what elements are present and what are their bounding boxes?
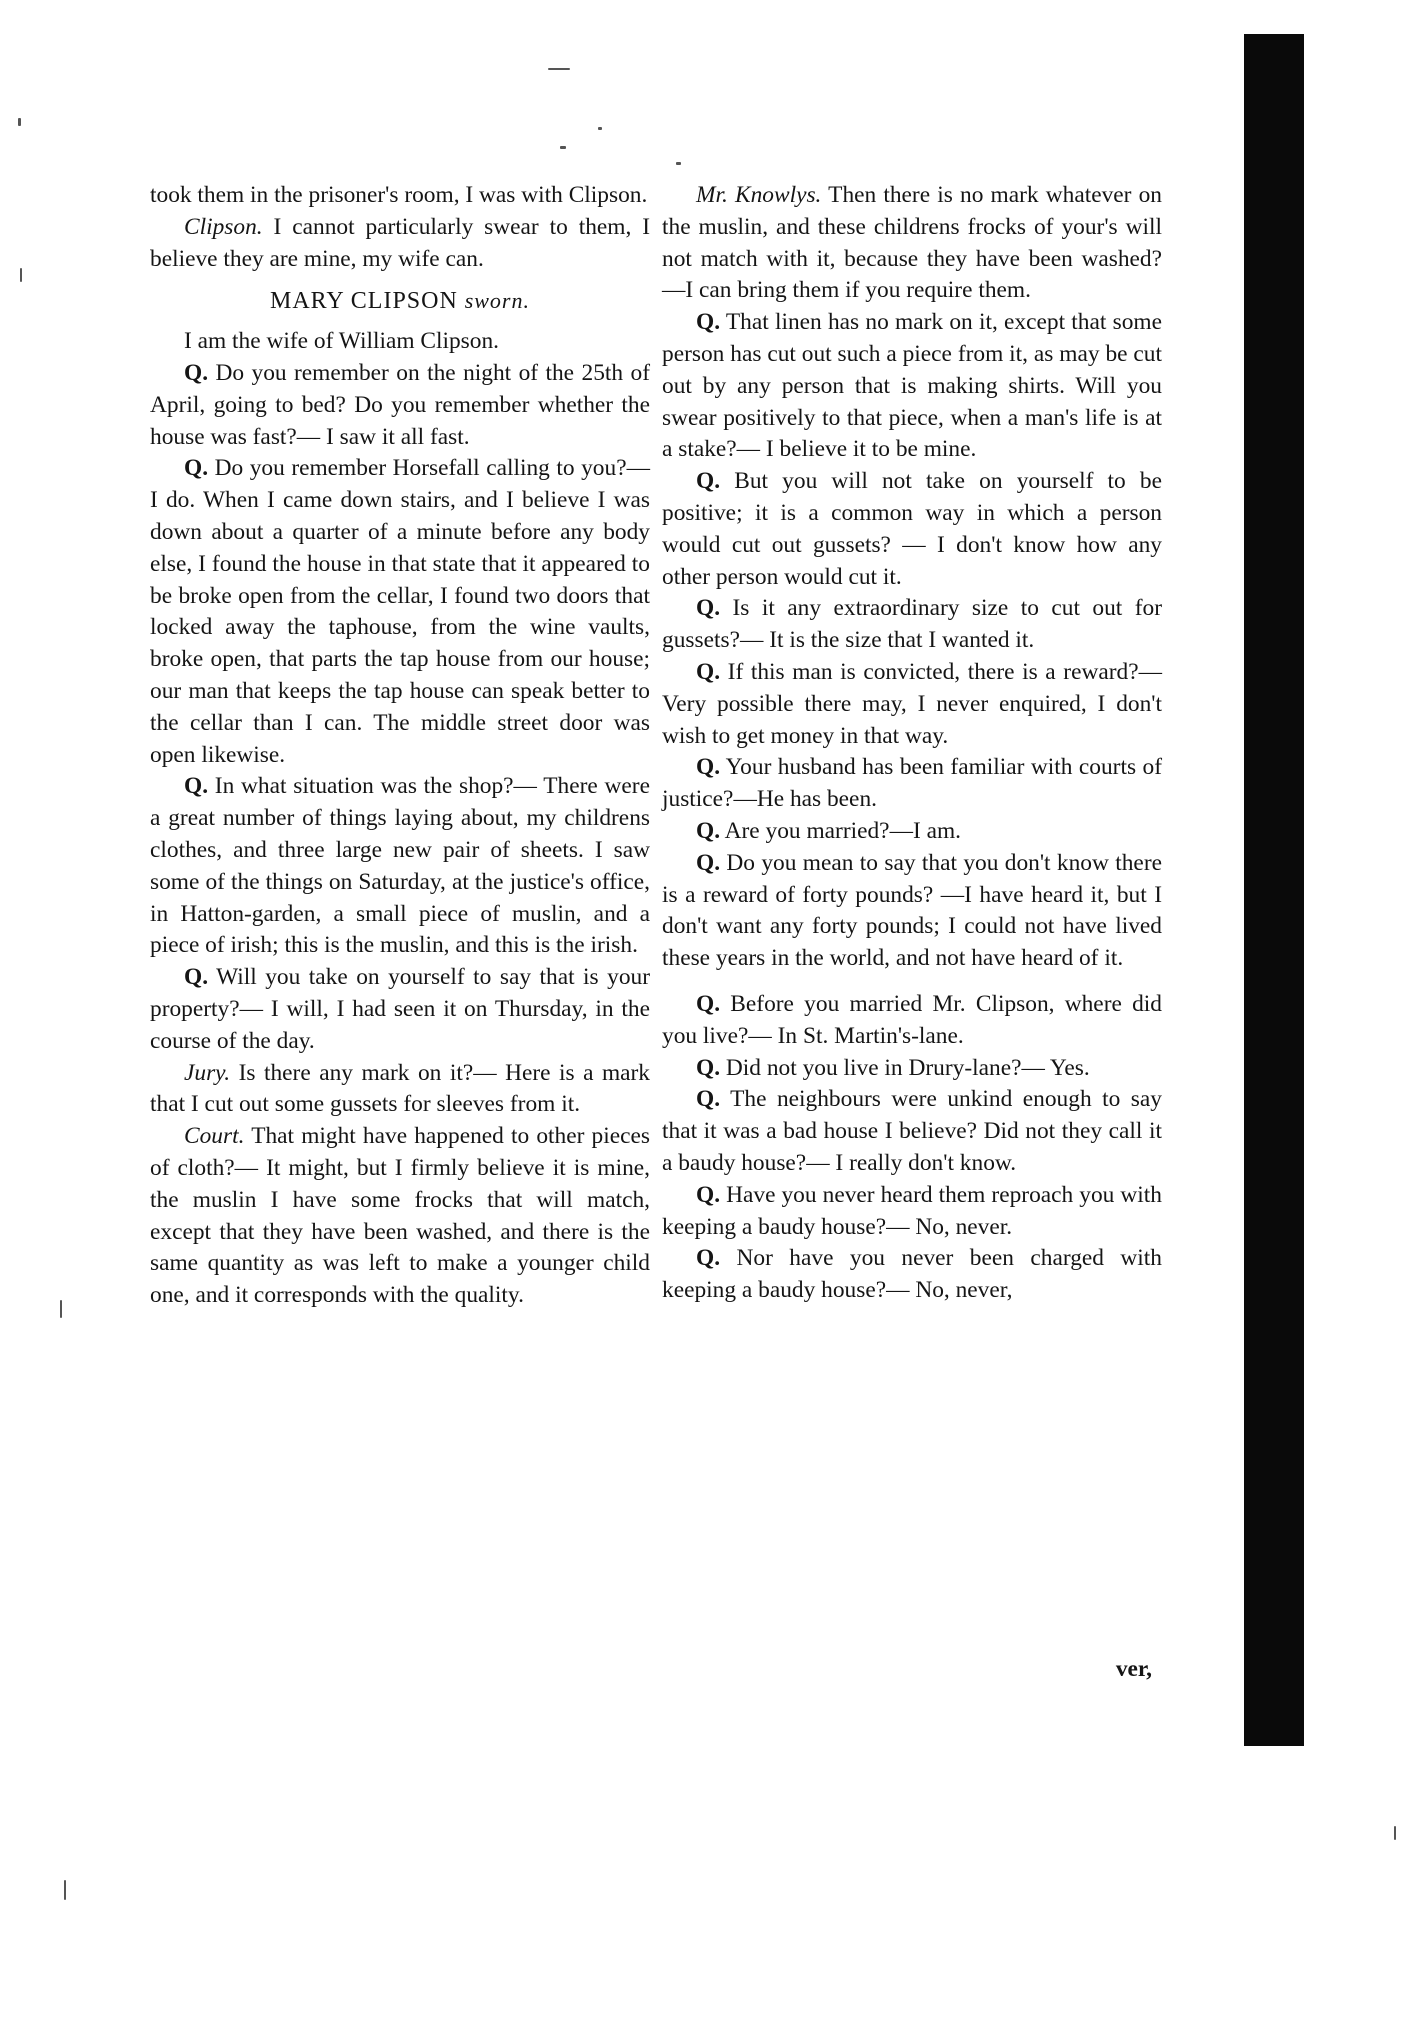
question-marker: Q. — [696, 468, 721, 495]
question-marker: Q. — [696, 1054, 721, 1081]
question-marker: Q. — [696, 1181, 721, 1208]
question-marker: Q. — [696, 595, 721, 622]
question-paragraph: Q. Is it any extraordinary size to cut out for gussets?— It is the size that I wanted it. — [662, 595, 1162, 654]
question-marker: Q. — [696, 990, 721, 1017]
question-paragraph: Q. The neighbours were unkind enough to say that it was a bad house I believe? Did not they call it a baudy house?— I really don't know. — [662, 1086, 1162, 1176]
question-paragraph: Q. Your husband has been familiar with courts of justice?—He has been. — [662, 754, 1162, 813]
question-marker: Q. — [696, 1086, 721, 1113]
print-speck — [60, 1300, 62, 1318]
question-marker: Q. — [696, 754, 721, 781]
print-speck — [598, 127, 602, 130]
text-paragraph: took them in the prisoner's room, I was with Clipson. — [150, 182, 648, 208]
question-marker: Q. — [696, 658, 721, 685]
question-paragraph: Q. That linen has no mark on it, except that some person has cut out such a piece from it, as may be cut out by any person that is making shirts. Will you swear positively to that piece, when a man's life is at a stake?— I believe it to be mine. — [662, 309, 1162, 463]
question-paragraph: Q. Before you married Mr. Clipson, where did you live?— In St. Martin's-lane. — [662, 990, 1162, 1049]
question-paragraph: Q. If this man is convicted, there is a reward?—Very possible there may, I never enquired, I don't wish to get money in that way. — [662, 658, 1163, 749]
question-paragraph: Q. Have you never heard them reproach you with keeping a baudy house?— No, never. — [662, 1181, 1162, 1240]
print-speck — [18, 118, 21, 126]
question-paragraph: Q. But you will not take on yourself to be positive; it is a common way in which a person would cut out gussets? — I don't know how any other person would cut it. — [662, 468, 1162, 590]
question-marker: Q. — [696, 1245, 721, 1272]
witness-heading — [150, 285, 650, 318]
question-paragraph: Q. Do you remember on the night of the 25th of April, going to bed? Do you remember whether the house was fast?— I saw it all fast. — [150, 359, 650, 450]
print-speck — [560, 146, 566, 149]
catchword: ver, — [1115, 1656, 1152, 1682]
question-paragraph: Q. In what situation was the shop?— There were a great number of things laying about, my childrens clothes, and three large new pair of sheets. I saw some of the things on Saturday, at the justice's office, in Hatton-garden, a small piece of muslin, and a piece of irish; this is the muslin, and this is the irish. — [150, 773, 650, 959]
testimony-paragraph: Mr. Knowlys. Then there is no mark whatever on the muslin, and these childrens frocks of your's will not match with it, because they have been washed? —I can bring them if you require them. — [662, 182, 1162, 304]
question-paragraph: Q. Will you take on yourself to say that is your property?— I will, I had seen it on Thursday, in the course of the day. — [150, 964, 650, 1054]
question-paragraph: Q. Are you married?—I am. — [696, 817, 962, 844]
testimony-paragraph: Jury. Is there any mark on it?— Here is a mark that I cut out some gussets for sleeves from it. — [150, 1059, 650, 1118]
left-column — [150, 180, 650, 1312]
witness-note: sworn. — [464, 288, 530, 314]
print-speck — [64, 1880, 66, 1900]
testimony-paragraph: Court. That might have happened to other pieces of cloth?— It might, but I firmly believe it is mine, the muslin I have some frocks that will match, except that they have been washed, and there is the same quantity as was left to make a younger child one, and it corresponds with the quality. — [150, 1123, 650, 1309]
question-marker: Q. — [696, 849, 721, 876]
binding-shadow — [1244, 34, 1304, 1746]
question-marker: Q. — [696, 309, 721, 336]
print-speck — [1394, 1826, 1396, 1840]
question-marker: Q. — [184, 964, 209, 991]
print-speck — [20, 268, 22, 282]
question-paragraph: Q. Nor have you never been charged with keeping a baudy house?— No, never, — [662, 1245, 1162, 1304]
question-paragraph: Q. Do you remember Horsefall calling to you?—I do. When I came down stairs, and I believe I was down about a quarter of a minute before any body else, I found the house in that state that it appeared to be broke open from the cellar, I found two doors that locked away the taphouse, from the wine vaults, broke open, that parts the tap house from our house; our man that keeps the tap house can speak better to the cellar than I can. The middle street door was open likewise. — [150, 455, 650, 768]
speaker-label: Clipson. — [184, 213, 263, 240]
speaker-label: Mr. Knowlys. — [696, 182, 822, 208]
question-paragraph: Q. Did not you live in Drury-lane?— Yes. — [696, 1054, 1090, 1081]
witness-name: MARY CLIPSON — [270, 288, 458, 315]
question-marker: Q. — [184, 773, 209, 800]
speaker-label: Jury. — [184, 1059, 231, 1086]
question-paragraph: Q. Do you mean to say that you don't know there is a reward of forty pounds? —I have heard it, but I don't want any forty pounds; I could not have lived these years in the world, and not have heard of it. — [662, 849, 1162, 972]
right-column — [662, 180, 1162, 1307]
question-marker: Q. — [184, 455, 209, 482]
print-speck — [676, 162, 681, 165]
print-speck — [548, 68, 570, 70]
testimony-paragraph: Clipson. I cannot particularly swear to them, I believe they are mine, my wife can. — [150, 213, 650, 272]
question-marker: Q. — [184, 359, 209, 386]
speaker-label: Court. — [184, 1123, 245, 1150]
text-paragraph: I am the wife of William Clipson. — [184, 328, 499, 355]
question-marker: Q. — [696, 817, 721, 844]
